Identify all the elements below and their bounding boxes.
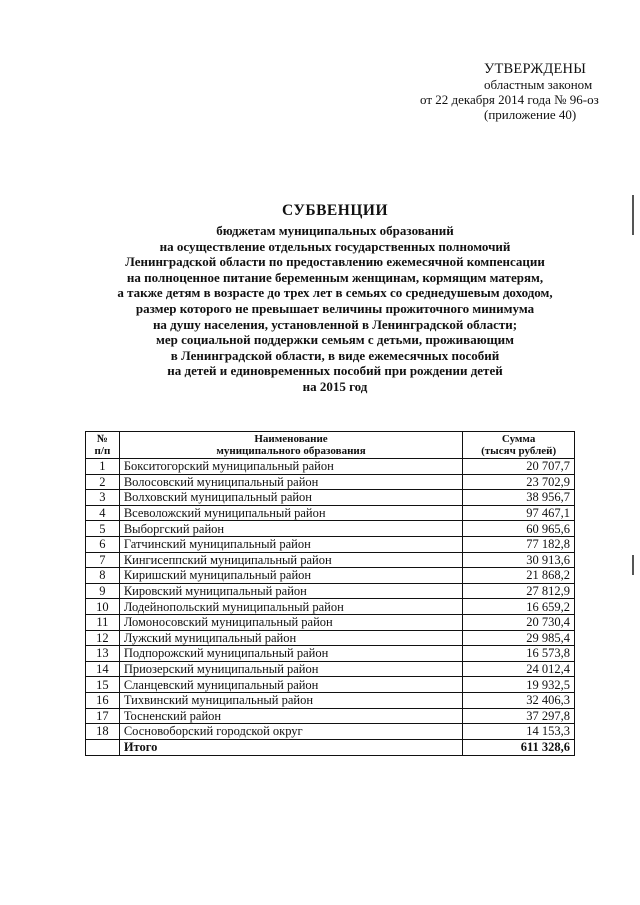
title-line: на душу населения, установленной в Ленинградской области; (152, 316, 518, 332)
row-number: 10 (86, 599, 120, 615)
subventions-table (85, 431, 575, 756)
row-sum: 32 406,3 (463, 692, 575, 708)
title-line: бюджетам муниципальных образований (216, 223, 454, 238)
row-sum: 14 153,3 (463, 724, 575, 740)
title-line: а также детям в возрасте до трех лет в семьях со среднедушевым доходом, (117, 285, 553, 301)
row-sum: 27 812,9 (463, 583, 575, 599)
table-row (86, 692, 575, 708)
table-row (86, 474, 575, 490)
table-row (86, 614, 575, 630)
total-sum: 611 328,6 (463, 739, 575, 755)
title-line: в Ленинградской области, в виде ежемесячных пособий (170, 347, 500, 363)
row-sum: 24 012,4 (463, 661, 575, 677)
table-row (86, 661, 575, 677)
title-line: размер которого не превышает величины прожиточного минимума (135, 300, 535, 316)
row-sum: 16 573,8 (463, 646, 575, 662)
table-header-row (86, 432, 575, 459)
title-line: мер социальной поддержки семьям с детьми, проживающим (156, 332, 514, 348)
row-name: Подпорожский муниципальный район (119, 646, 462, 662)
row-number: 15 (86, 677, 120, 693)
title-line: Ленинградской области по предоставлению ежемесячной компенсации (125, 254, 545, 270)
row-sum: 38 956,7 (463, 490, 575, 506)
row-sum: 60 965,6 (463, 521, 575, 537)
approval-appendix: (приложение 40) (484, 107, 577, 122)
total-label: Итого (119, 739, 462, 755)
scan-edge-mark (632, 555, 634, 575)
header-name: Наименование муниципального образования (119, 432, 462, 459)
row-number: 8 (86, 568, 120, 584)
table-row (86, 536, 575, 552)
row-sum: 37 297,8 (463, 708, 575, 724)
row-number: 9 (86, 583, 120, 599)
row-sum: 30 913,6 (463, 552, 575, 568)
row-name: Тихвинский муниципальный район (119, 692, 462, 708)
row-name: Кировский муниципальный район (119, 583, 462, 599)
row-name: Ломоносовский муниципальный район (119, 614, 462, 630)
table-row (86, 568, 575, 584)
row-name: Волосовский муниципальный район (119, 474, 462, 490)
row-number: 1 (86, 459, 120, 475)
row-name: Волховский муниципальный район (119, 490, 462, 506)
row-number: 3 (86, 490, 120, 506)
row-sum: 21 868,2 (463, 568, 575, 584)
row-sum: 19 932,5 (463, 677, 575, 693)
row-number: 13 (86, 646, 120, 662)
row-name: Киришский муниципальный район (119, 568, 462, 584)
approval-title: УТВЕРЖДЕНЫ (484, 61, 587, 77)
row-name: Приозерский муниципальный район (119, 661, 462, 677)
row-sum: 16 659,2 (463, 599, 575, 615)
title-main: СУБВЕНЦИИ (281, 202, 388, 219)
row-sum: 20 730,4 (463, 614, 575, 630)
table-row (86, 521, 575, 537)
table-row (86, 583, 575, 599)
row-name: Лужский муниципальный район (119, 630, 462, 646)
title-line: на детей и единовременных пособий при рождении детей (167, 363, 503, 379)
total-number-cell (86, 739, 120, 755)
row-name: Гатчинский муниципальный район (119, 536, 462, 552)
row-name: Бокситогорский муниципальный район (119, 459, 462, 475)
row-number: 12 (86, 630, 120, 646)
row-sum: 23 702,9 (463, 474, 575, 490)
row-name: Кингисеппский муниципальный район (119, 552, 462, 568)
table-row (86, 646, 575, 662)
approval-law: областным законом (484, 77, 593, 92)
row-sum: 20 707,7 (463, 459, 575, 475)
row-number: 16 (86, 692, 120, 708)
row-sum: 29 985,4 (463, 630, 575, 646)
row-name: Тосненский район (119, 708, 462, 724)
row-number: 18 (86, 724, 120, 740)
approval-stamp (420, 62, 630, 122)
row-number: 6 (86, 536, 120, 552)
table-row (86, 552, 575, 568)
table-row (86, 490, 575, 506)
row-name: Лодейнопольский муниципальный район (119, 599, 462, 615)
table-row (86, 630, 575, 646)
row-name: Сланцевский муниципальный район (119, 677, 462, 693)
table-row (86, 599, 575, 615)
row-number: 4 (86, 505, 120, 521)
document-title (70, 202, 600, 395)
row-number: 5 (86, 521, 120, 537)
approval-date: от 22 декабря 2014 года № 96-оз (420, 92, 599, 107)
table-row (86, 724, 575, 740)
header-sum: Сумма (тысяч рублей) (463, 432, 575, 459)
row-name: Выборгский район (119, 521, 462, 537)
row-number: 17 (86, 708, 120, 724)
title-line: на полноценное питание беременным женщинам, кормящим матерям, (126, 269, 544, 285)
row-number: 11 (86, 614, 120, 630)
header-number: № п/п (86, 432, 120, 459)
row-number: 2 (86, 474, 120, 490)
table-row (86, 459, 575, 475)
row-number: 14 (86, 661, 120, 677)
row-sum: 97 467,1 (463, 505, 575, 521)
title-line: на 2015 год (302, 378, 368, 394)
row-name: Сосновоборский городской округ (119, 724, 462, 740)
row-sum: 77 182,8 (463, 536, 575, 552)
row-number: 7 (86, 552, 120, 568)
row-name: Всеволожский муниципальный район (119, 505, 462, 521)
title-line: на осуществление отдельных государственных полномочий (159, 238, 511, 254)
table-row (86, 505, 575, 521)
table-row (86, 677, 575, 693)
scan-edge-mark (632, 195, 634, 235)
table-total-row (86, 739, 575, 755)
table-row (86, 708, 575, 724)
